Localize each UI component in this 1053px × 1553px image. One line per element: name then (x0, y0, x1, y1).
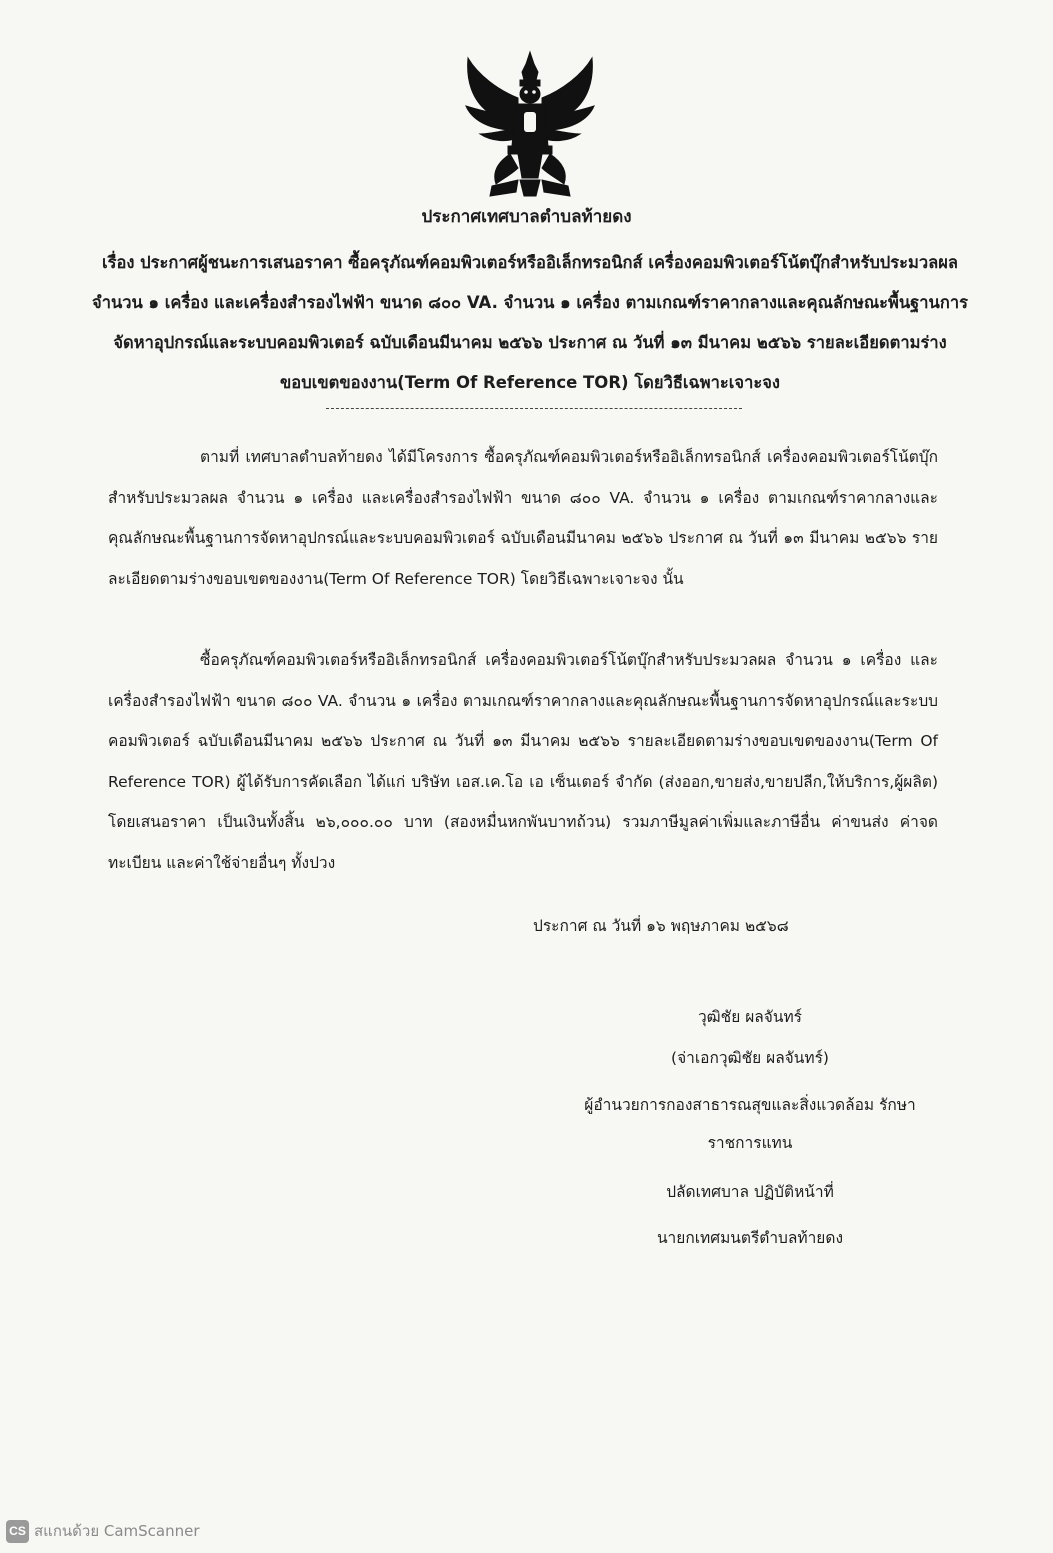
announcement-date: ประกาศ ณ วันที่ ๑๖ พฤษภาคม ๒๕๖๘ (533, 917, 789, 935)
position-line-2: ราชการแทน (707, 1134, 793, 1152)
body-paragraph-2: ซื้อครุภัณฑ์คอมพิวเตอร์หรืออิเล็กทรอนิกส์ เครื่องคอมพิวเตอร์โน้ตบุ๊กสำหรับประมวลผล จำนวน ๑ เครื่อง และเครื่องสำรองไฟฟ้า ขนาด ๘๐๐ VA. จำนวน ๑ เครื่อง ตามเกณฑ์ราคากลางและคุณลักษณะพื้นฐานการจัดหาอุปกรณ์และระบบคอมพิวเตอร์ ฉบับเดือนมีนาคม ๒๕๖๖ ประกาศ ณ วันที่ ๑๓ มีนาคม ๒๕๖๖ รายละเอียดตามร่างขอบเขตของงาน(Term Of Reference TOR) ผู้ได้รับการคัดเลือก ได้แก่ บริษัท เอส.เค.โอ เอ เซ็นเตอร์ จำกัด (ส่งออก,ขายส่ง,ขายปลีก,ให้บริการ,ผู้ผลิต) โดยเสนอราคา เป็นเงินทั้งสิ้น ๒๖,๐๐๐.๐๐ บาท (สองหมื่นหกพันบาทถ้วน) รวมภาษีมูลค่าเพิ่มและภาษีอื่น ค่าขนส่ง ค่าจดทะเบียน และค่าใช้จ่ายอื่นๆ ทั้งปวง (108, 651, 938, 872)
position-line-3: ปลัดเทศบาล ปฏิบัติหน้าที่ (666, 1183, 834, 1201)
camscanner-logo-icon: CS (6, 1520, 29, 1543)
dashed-divider (326, 408, 742, 409)
printed-name: (จ่าเอกวุฒิชัย ผลจันทร์) (671, 1049, 829, 1067)
body-paragraph-1: ตามที่ เทศบาลตำบลท้ายดง ได้มีโครงการ ซื้อครุภัณฑ์คอมพิวเตอร์หรืออิเล็กทรอนิกส์ เครื่องคอมพิวเตอร์โน้ตบุ๊กสำหรับประมวลผล จำนวน ๑ เครื่อง และเครื่องสำรองไฟฟ้า ขนาด ๘๐๐ VA. จำนวน ๑ เครื่อง ตามเกณฑ์ราคากลางและคุณลักษณะพื้นฐานการจัดหาอุปกรณ์และระบบคอมพิวเตอร์ ฉบับเดือนมีนาคม ๒๕๖๖ ประกาศ ณ วันที่ ๑๓ มีนาคม ๒๕๖๖ รายละเอียดตามร่างขอบเขตของงาน(Term Of Reference TOR) โดยวิธีเฉพาะเจาะจง นั้น (108, 448, 938, 588)
signed-name: วุฒิชัย ผลจันทร์ (697, 1008, 803, 1026)
position-line-4: นายกเทศมนตรีตำบลท้ายดง (656, 1229, 844, 1247)
garuda-emblem (458, 50, 603, 200)
announcement-subject: เรื่อง ประกาศผู้ชนะการเสนอราคา ซื้อครุภัณฑ์คอมพิวเตอร์หรืออิเล็กทรอนิกส์ เครื่องคอมพิวเตอร์โน้ตบุ๊กสำหรับประมวลผล จำนวน ๑ เครื่อง และเครื่องสำรองไฟฟ้า ขนาด ๘๐๐ VA. จำนวน ๑ เครื่อง ตามเกณฑ์ราคากลางและคุณลักษณะพื้นฐานการจัดหาอุปกรณ์และระบบคอมพิวเตอร์ ฉบับเดือนมีนาคม ๒๕๖๖ ประกาศ ณ วันที่ ๑๓ มีนาคม ๒๕๖๖ รายละเอียดตามร่างขอบเขตของงาน(Term Of Reference TOR) โดยวิธีเฉพาะเจาะจง (92, 253, 968, 392)
position-line-1: ผู้อำนวยการกองสาธารณสุขและสิ่งแวดล้อม รักษา (584, 1096, 916, 1114)
camscanner-watermark (6, 1519, 200, 1543)
announcement-title: ประกาศเทศบาลตำบลท้ายดง (421, 207, 632, 227)
camscanner-text: สแกนด้วย CamScanner (34, 1522, 200, 1540)
